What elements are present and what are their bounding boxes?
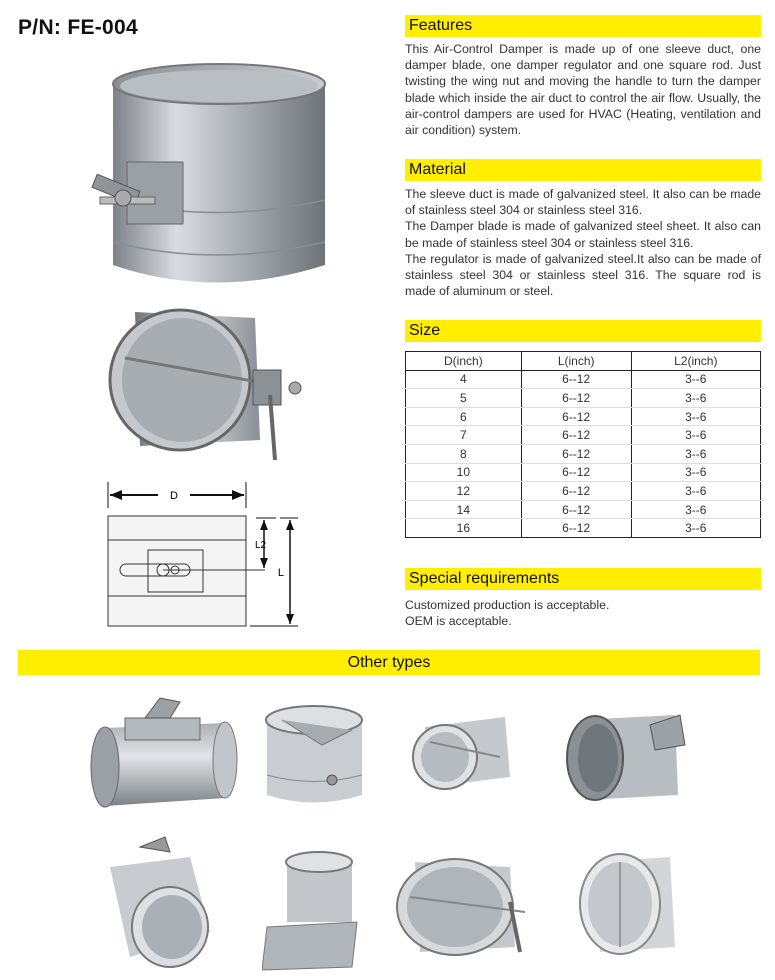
other-type-photo (262, 842, 362, 972)
other-type-photo (565, 842, 700, 967)
table-cell: 3--6 (631, 519, 760, 538)
column-header: L2(inch) (631, 352, 760, 371)
table-cell: 3--6 (631, 444, 760, 463)
material-line: The sleeve duct is made of galvanized steel. It also can be made of stainless steel 304 or stainless steel 316. (405, 187, 761, 218)
table-cell: 6--12 (521, 370, 631, 389)
other-type-photo (90, 832, 225, 972)
features-heading: Features (405, 15, 761, 37)
table-row (406, 519, 761, 538)
part-number: P/N: FE-004 (18, 16, 138, 39)
material-line: The regulator is made of galvanized steel.It also can be made of stainless steel 304 or stainless steel 316. The square rod is made of aluminum or steel. (405, 251, 761, 299)
table-cell: 6--12 (521, 463, 631, 482)
table-header-row (406, 352, 761, 371)
table-cell: 6--12 (521, 519, 631, 538)
other-type-photo (262, 700, 377, 810)
table-row (406, 370, 761, 389)
table-row (406, 407, 761, 426)
size-heading: Size (405, 320, 761, 342)
table-cell: 6--12 (521, 482, 631, 501)
features-paragraph: This Air-Control Damper is made up of one sleeve duct, one damper blade, one damper regulator and one square rod. Just twisting the wing nut and moving the handle to turn the damper blade which inside the air duct to control the air flow. Usually, the air-control dampers are used for HVAC (Heating, ventilation and air condition) system. (405, 42, 761, 138)
table-row (406, 500, 761, 519)
special-text (405, 597, 761, 629)
table-cell: 3--6 (631, 370, 760, 389)
damper-main-photo (45, 60, 345, 295)
table-row (406, 482, 761, 501)
table-cell: 6--12 (521, 444, 631, 463)
table-cell: 12 (406, 482, 522, 501)
other-type-photo (405, 702, 525, 802)
table-cell: 3--6 (631, 389, 760, 408)
l-label: L (277, 567, 284, 579)
table-cell: 6--12 (521, 500, 631, 519)
table-cell: 14 (406, 500, 522, 519)
material-line: The Damper blade is made of galvanized steel sheet. It also can be made of stainless steel 304 or stainless steel 316. (405, 219, 761, 250)
table-cell: 10 (406, 463, 522, 482)
table-cell: 6 (406, 407, 522, 426)
other-type-photo (85, 688, 250, 818)
features-text (405, 41, 761, 138)
d-label: D (170, 490, 178, 502)
column-header: D(inch) (406, 352, 522, 371)
table-row (406, 426, 761, 445)
table-cell: 3--6 (631, 463, 760, 482)
table-row (406, 463, 761, 482)
table-cell: 3--6 (631, 482, 760, 501)
other-types-heading: Other types (18, 650, 760, 675)
size-table (405, 351, 761, 538)
table-cell: 16 (406, 519, 522, 538)
table-cell: 3--6 (631, 500, 760, 519)
table-cell: 5 (406, 389, 522, 408)
column-header: L(inch) (521, 352, 631, 371)
l2-label: L2 (255, 540, 267, 551)
special-heading: Special requirements (405, 568, 761, 590)
other-type-photo (395, 842, 540, 967)
material-text (405, 186, 761, 299)
table-cell: 8 (406, 444, 522, 463)
table-cell: 6--12 (521, 389, 631, 408)
damper-open-photo (105, 300, 320, 465)
special-line: OEM is acceptable. (405, 614, 512, 629)
table-cell: 3--6 (631, 407, 760, 426)
table-cell: 3--6 (631, 426, 760, 445)
other-type-photo (560, 700, 695, 810)
table-cell: 6--12 (521, 426, 631, 445)
material-heading: Material (405, 159, 761, 181)
table-cell: 6--12 (521, 407, 631, 426)
table-cell: 4 (406, 370, 522, 389)
dimension-drawing (100, 478, 310, 630)
special-line: Customized production is acceptable. (405, 598, 610, 612)
table-row (406, 444, 761, 463)
table-cell: 7 (406, 426, 522, 445)
table-row (406, 389, 761, 408)
